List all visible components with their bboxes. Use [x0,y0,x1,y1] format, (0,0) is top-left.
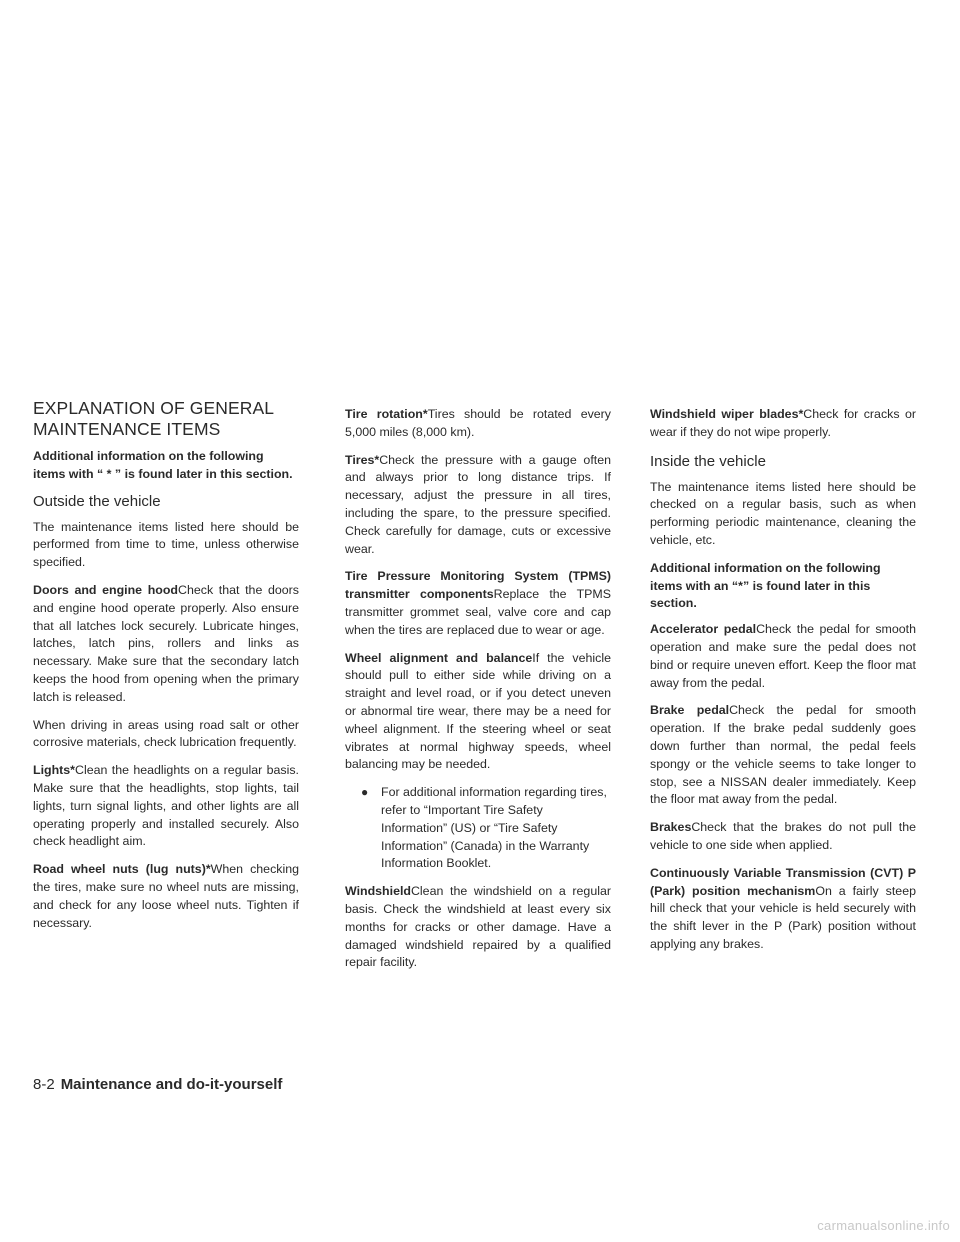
brakes-term: Brakes [650,820,692,835]
alignment-text: If the vehicle should pull to either side while driving on a straight and level road, or if you detect uneven or abnormal tire wear, there may be a need for wheel alignment. If the steering wheel or seat vibrates at normal highway speeds, wheel balancing may be needed. [345,650,611,772]
brakepedal-text: Check the pedal for smooth operation. If the brake pedal suddenly goes down further than normal, the pedal feels spongy or the vehicle seems to take longer to stop, see a NISSAN dealer immediately. Keep the floor mat away from the pedal. [650,703,916,807]
cvt-text: On a fairly steep hill check that your vehicle is held securely with the shift lever in the P (Park) position without applying any brakes. [650,883,916,951]
asterisk-note-inside: Additional information on the following items with an “*” is found later in this section. [650,560,881,611]
section-title: EXPLANATION OF GENERAL MAINTENANCE ITEMS [33,398,274,439]
tire-info-bullet [357,784,611,873]
cvt-paragraph [650,865,916,954]
rotation-paragraph [345,406,611,442]
tpms-paragraph [345,568,611,639]
inside-intro: The maintenance items listed here should be checked on a regular basis, such as when performing periodic maintenance, cleaning the vehicle, etc. [650,479,916,547]
doors-term: Doors and engine hood [33,582,179,597]
outside-heading: Outside the vehicle [33,492,161,510]
bullet-icon: ● [361,785,369,800]
tpms-term: Tire Pressure Monitoring System (TPMS) transmitter components [345,569,611,602]
asterisk-note: Additional information on the following items with “ * ” is found later in this section. [33,449,293,481]
brakepedal-paragraph [650,702,916,809]
windshield-paragraph [345,883,611,972]
lights-text: Clean the headlights on a regular basis. Make sure that the headlights, stop lights, tail lights, turn signal lights, and other lights are all operating properly and installed securely. Also check headlight aim. [33,763,299,849]
alignment-term: Wheel alignment and balance [345,650,533,665]
outside-intro: The maintenance items listed here should be performed from time to time, unless otherwise specified. [33,519,299,570]
wiper-term: Windshield wiper blades* [650,407,804,421]
road-salt-paragraph: When driving in areas using road salt or other corrosive materials, check lubrication frequently. [33,717,299,750]
wheelnuts-paragraph [33,861,299,932]
windshield-term: Windshield [345,884,411,899]
chapter-title: Maintenance and do-it-yourself [60,1076,283,1093]
alignment-paragraph [345,650,611,775]
rotation-term: Tire rotation* [345,407,428,421]
wiper-text: Check for cracks or wear if they do not wipe properly. [650,407,916,439]
accel-paragraph [650,621,916,692]
windshield-text: Clean the windshield on a regular basis. Check the windshield at least every six months for cracks or other damage. Have a damaged windshield repaired by a qualified repair facility. [345,884,611,970]
page-footer [33,1076,282,1094]
bullet-text: For additional information regarding tires, refer to “Important Tire Safety Information” (US) or “Tire Safety Information” (Canada) in the Warranty Information Booklet. [381,785,607,871]
accel-term: Accelerator pedal [650,622,757,637]
column-2 [345,406,611,982]
watermark: carmanualsonline.info [817,1218,950,1233]
brakes-text: Check that the brakes do not pull the vehicle to one side when applied. [650,820,916,852]
tpms-text: Replace the TPMS transmitter grommet seal, valve core and cap when the tires are replaced due to wear or age. [345,587,612,637]
tires-paragraph [345,452,611,559]
rotation-text: Tires should be rotated every 5,000 miles (8,000 km). [345,407,611,439]
page-number: 8-2 [33,1076,55,1093]
cvt-term: Continuously Variable Transmission (CVT) P (Park) position mechanism [650,865,916,898]
wheelnuts-term: Road wheel nuts (lug nuts)* [33,862,211,877]
column-3 [650,406,916,964]
wheelnuts-text: When checking the tires, make sure no wheel nuts are missing, and check for any loose wheel nuts. Tighten if necessary. [33,862,299,930]
lights-paragraph [33,762,299,851]
tires-text: Check the pressure with a gauge often and always prior to long distance trips. If necessary, adjust the pressure in all tires, including the spare, to the pressure specified. Check carefully for damage, cuts or excessive wear. [345,452,611,556]
brakes-paragraph [650,819,916,855]
doors-paragraph [33,582,299,707]
tires-term: Tires* [345,452,380,467]
wiper-paragraph [650,406,916,442]
inside-heading: Inside the vehicle [650,452,766,470]
doors-text: Check that the doors and engine hood operate properly. Also ensure that all latches lock securely. Lubricate hinges, latches, latch pins, rollers and links as necessary. Make sure that the secondary latch keeps the hood from opening when the primary latch is released. [33,582,299,704]
lights-term: Lights* [33,763,75,778]
accel-text: Check the pedal for smooth operation and make sure the pedal does not bind or require uneven effort. Keep the floor mat away from the pedal. [650,622,916,690]
brakepedal-term: Brake pedal [650,703,730,718]
column-1 [33,398,299,942]
